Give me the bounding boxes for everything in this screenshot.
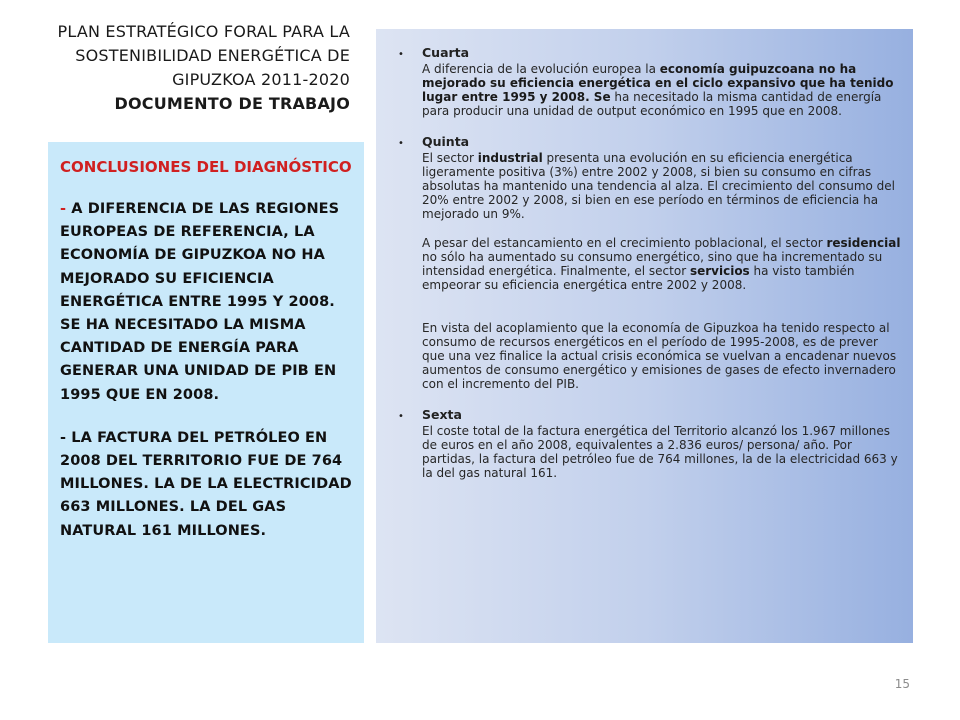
item-title-cuarta: Cuarta <box>422 45 470 60</box>
conclusion-paragraph-1 <box>60 198 352 407</box>
text-span: A pesar del estancamiento en el crecimiento poblacional, el sector <box>422 236 827 250</box>
bullet-icon: • <box>398 138 404 149</box>
bullet-icon: • <box>398 411 404 422</box>
item-sexta <box>388 407 901 480</box>
text-span: A diferencia de la evolución europea la <box>422 62 660 76</box>
slide-title <box>40 20 350 116</box>
title-line-1: PLAN ESTRATÉGICO FORAL PARA LA SOSTENIBILIDAD ENERGÉTICA DE GIPUZKOA 2011-2020 <box>57 22 350 89</box>
text-span: ha visto también empeorar su eficiencia energética entre 2002 y 2008. <box>422 264 855 292</box>
bold-span: industrial <box>477 151 543 165</box>
text-span: presenta una evolución en su eficiencia energética ligeramente positiva (3%) entre 2002 y 2008, si bien su consumo en cifras absolutas ha mantenido una tendencia al alza. El crecimiento del consumo del 20% entre 2002 y 2008, si bien en ese período en términos de eficiencia ha mejorado un 9%. <box>422 151 896 221</box>
conclusions-heading: CONCLUSIONES DEL DIAGNÓSTICO <box>60 158 352 176</box>
bold-span: economía guipuzcoana no ha mejorado su eficiencia energética en el ciclo expansivo que ha tenido lugar entre 1995 y 2008. Se <box>422 62 894 104</box>
item-text-sexta: El coste total de la factura energética del Territorio alcanzó los 1.967 millones de euros en el año 2008, equivalentes a 2.836 euros/ persona/ año. Por partidas, la factura del petróleo fue de 764 millones, la de la electricidad 663 y la del gas natural 161. <box>422 424 898 480</box>
item-text-quinta-3: En vista del acoplamiento que la economía de Gipuzkoa ha tenido respecto al consumo de recursos energéticos en el período de 1995-2008, es de prever que una vez finalice la actual crisis económica se vuelvan a encadenar nuevos aumentos de consumo energético y emisiones de gases de efecto invernadero con el incremento del PIB. <box>422 321 897 391</box>
bold-span: residencial <box>826 236 901 250</box>
title-line-2: DOCUMENTO DE TRABAJO <box>114 94 350 113</box>
bullet-icon: • <box>398 49 404 60</box>
text-span: no sólo ha aumentado su consumo energético, sino que ha incrementado su intensidad energética. Finalmente, el sector <box>422 250 883 278</box>
text-span: El sector <box>422 151 478 165</box>
text-span: ha necesitado la misma cantidad de energía para producir una unidad de output económico en 1995 que en 2008. <box>422 90 882 118</box>
item-cuarta <box>388 45 901 118</box>
conclusion-dash: - <box>60 201 72 217</box>
conclusion-text-1: A DIFERENCIA DE LAS REGIONES EUROPEAS DE REFERENCIA, LA ECONOMÍA DE GIPUZKOA NO HA MEJORADO SU EFICIENCIA ENERGÉTICA ENTRE 1995 Y 2008. SE HA NECESITADO LA MISMA CANTIDAD DE ENERGÍA PARA GENERAR UNA UNIDAD DE PIB EN 1995 QUE EN 2008. <box>60 201 340 403</box>
item-text-quinta-2 <box>422 236 901 292</box>
item-title-quinta: Quinta <box>422 134 470 149</box>
diagnosis-panel <box>376 29 913 643</box>
conclusion-paragraph-2: - LA FACTURA DEL PETRÓLEO EN 2008 DEL TERRITORIO FUE DE 764 MILLONES. LA DE LA ELECTRICIDAD 663 MILLONES. LA DEL GAS NATURAL 161 MILLONES. <box>60 429 352 539</box>
page-number: 15 <box>894 677 910 691</box>
bold-span: servicios <box>689 264 750 278</box>
conclusions-panel <box>48 142 364 643</box>
item-title-sexta: Sexta <box>422 407 462 422</box>
item-text-quinta-1 <box>422 151 901 221</box>
item-text-cuarta <box>422 62 901 118</box>
item-quinta <box>388 134 901 391</box>
